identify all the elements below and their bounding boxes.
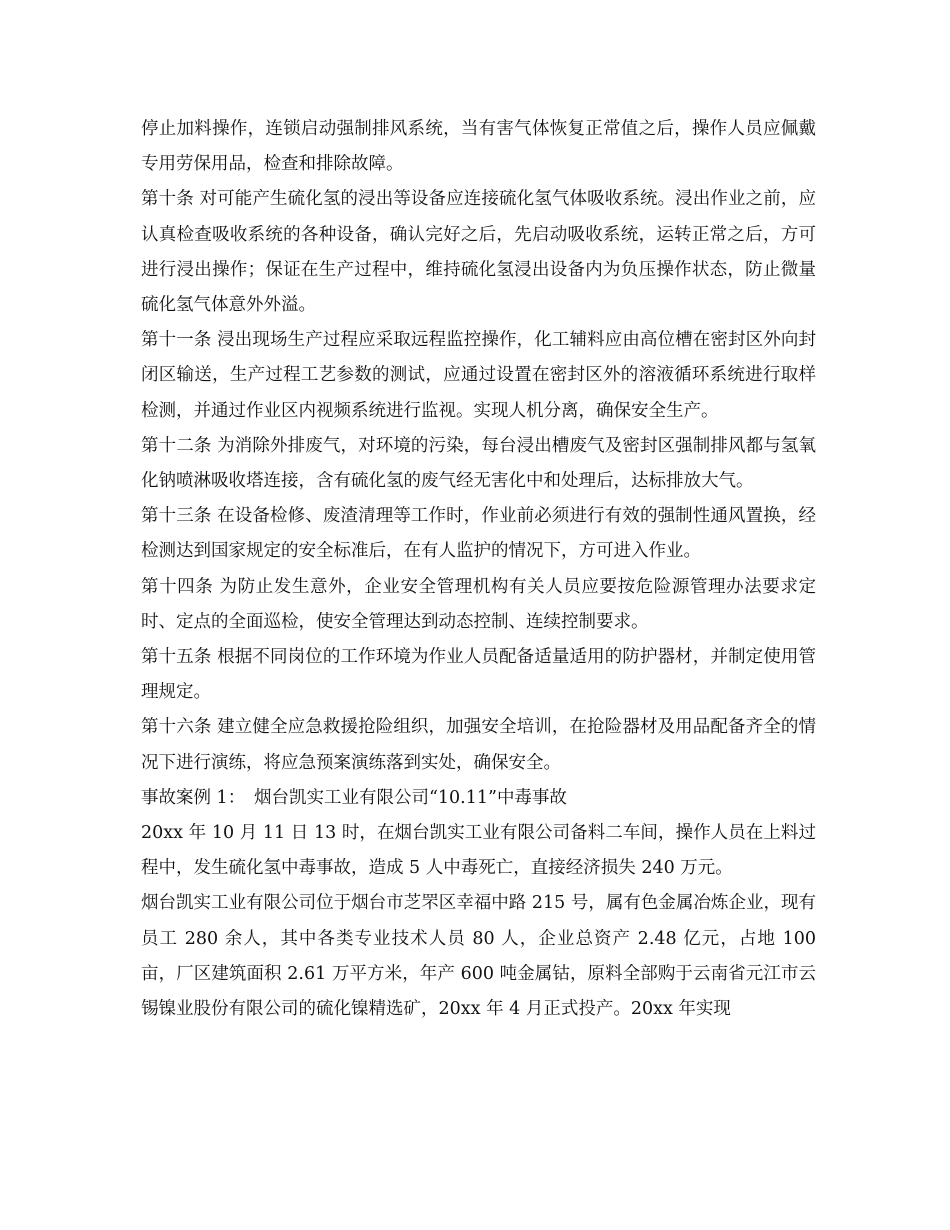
paragraph-article-12: 第十二条 为消除外排废气，对环境的污染，每台浸出槽废气及密封区强制排风都与氢氧化钠喷淋吸收塔连接，含有硫化氢的废气经无害化中和处理后，达标排放大气。 — [141, 435, 816, 492]
paragraph-article-14: 第十四条 为防止发生意外，企业安全管理机构有关人员应要按危险源管理办法要求定时、定点的全面巡检，使安全管理达到动态控制、连续控制要求。 — [141, 576, 816, 632]
document-body — [141, 112, 816, 1027]
company-profile-paragraph: 烟台凯实工业有限公司位于烟台市芝罘区幸福中路 215 号，属有色金属冶炼企业，现有员工 280 余人，其中各类专业技术人员 80 人，企业总资产 2.48 亿元，占地 100 亩，厂区建筑面积 2.61 万平方米，年产 600 吨金属钴，原料全部购于云南省元江市云锡镍业股份有限公司的硫化镍精选矿，20xx 年 4 月正式投产。20xx 年实现 — [141, 893, 816, 1020]
paragraph-continuation: 停止加料操作，连锁启动强制排风系统，当有害气体恢复正常值之后，操作人员应佩戴专用劳保用品，检查和排除故障。 — [141, 119, 816, 175]
paragraph-article-11: 第十一条 浸出现场生产过程应采取远程监控操作，化工辅料应由高位槽在密封区外向封闭区输送，生产过程工艺参数的测试，应通过设置在密封区外的溶液循环系统进行取样检测，并通过作业区内视频系统进行监视。实现人机分离，确保安全生产。 — [141, 330, 816, 421]
paragraph-article-10: 第十条 对可能产生硫化氢的浸出等设备应连接硫化氢气体吸收系统。浸出作业之前，应认真检查吸收系统的各种设备，确认完好之后，先启动吸收系统，运转正常之后，方可进行浸出操作；保证在生产过程中，维持硫化氢浸出设备内为负压操作状态，防止微量硫化氢气体意外外溢。 — [141, 189, 816, 316]
paragraph-article-15: 第十五条 根据不同岗位的工作环境为作业人员配备适量适用的防护器材，并制定使用管理规定。 — [141, 647, 816, 703]
paragraph-article-13: 第十三条 在设备检修、废渣清理等工作时，作业前必须进行有效的强制性通风置换，经检测达到国家规定的安全标准后，在有人监护的情况下，方可进入作业。 — [141, 506, 816, 562]
case-summary-paragraph: 20xx 年 10 月 11 日 13 时，在烟台凯实工业有限公司备料二车间，操作人员在上料过程中，发生硫化氢中毒事故，造成 5 人中毒死亡，直接经济损失 240 万元。 — [141, 823, 816, 879]
case-heading: 事故案例 1： 烟台凯实工业有限公司“10.11”中毒事故 — [141, 787, 567, 808]
paragraph-article-16: 第十六条 建立健全应急救援抢险组织，加强安全培训，在抢险器材及用品配备齐全的情况下进行演练，将应急预案演练落到实处，确保安全。 — [141, 717, 816, 773]
